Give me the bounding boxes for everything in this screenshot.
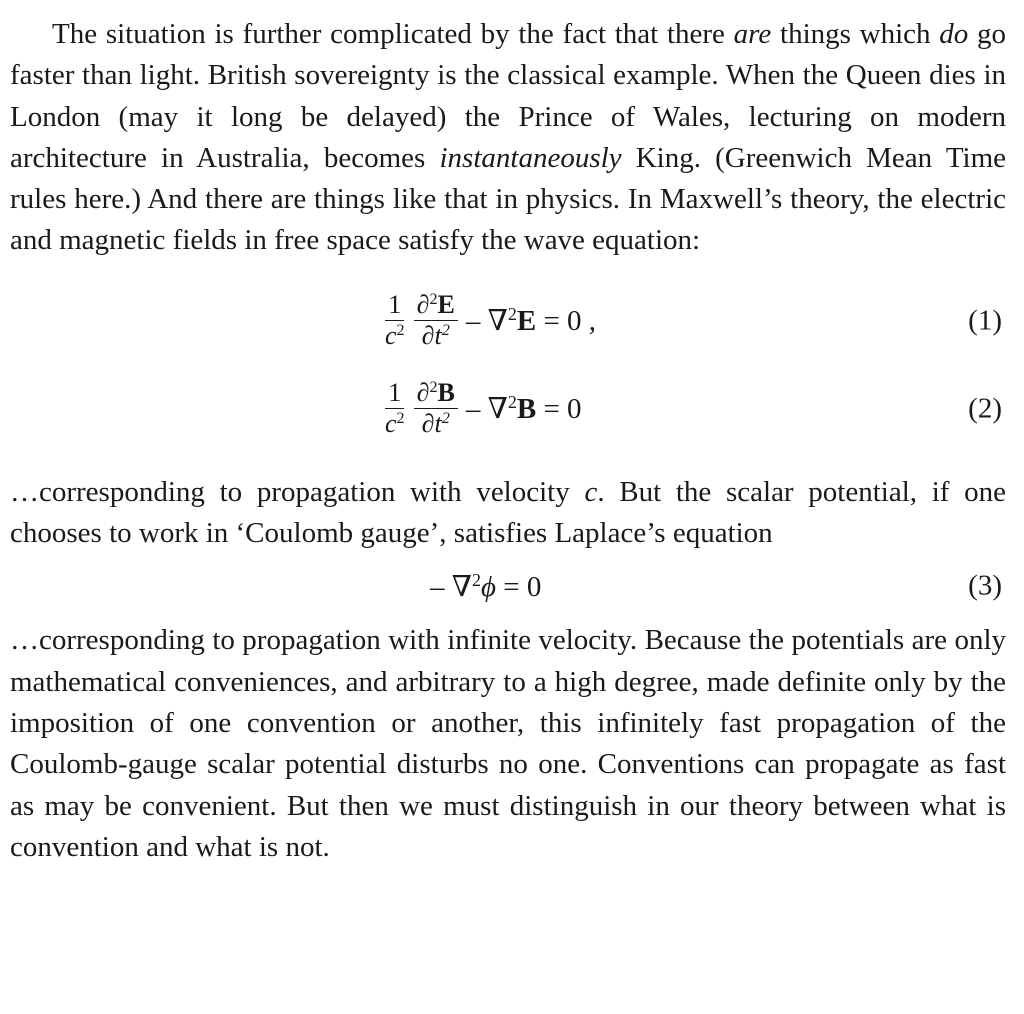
text-run: . But the scalar potential, if one chooses to work in ‘Coulomb gauge’, satisfies Laplace’s equation — [10, 475, 1006, 550]
equation-rest — [466, 303, 596, 338]
equation-rest — [466, 391, 582, 426]
field-symbol: E — [516, 305, 537, 338]
text-run: …corresponding to propagation with velocity — [10, 475, 585, 508]
symbol-c: c — [385, 409, 397, 439]
equation-1 — [10, 292, 1006, 350]
fraction-denominator — [382, 321, 408, 350]
fraction-denominator — [382, 409, 408, 438]
partial-symbol: ∂ — [416, 290, 430, 320]
text-run: King. (Greenwich Mean Time rules here.) And there are things like that in physics. In Maxwell’s theory, the electric and magnetic fields in free space satisfy the wave equation: — [10, 141, 1007, 257]
equals-zero: = 0 — [536, 393, 582, 426]
fraction-second-derivative — [414, 379, 458, 438]
text-run: The situation is further complicated by the fact that there — [52, 18, 734, 50]
emphasis-are: are — [733, 18, 772, 50]
equation-rest — [430, 569, 541, 604]
equation-1-body — [382, 292, 596, 350]
partial-symbol: ∂ — [416, 378, 430, 408]
fraction-numerator — [414, 379, 458, 409]
fraction-numerator — [414, 291, 458, 321]
superscript: 2 — [441, 410, 450, 428]
superscript: 2 — [429, 379, 438, 397]
field-symbol: E — [437, 290, 455, 320]
text-run: things which — [771, 18, 940, 50]
partial-t: ∂t — [421, 409, 442, 439]
equation-number: (1) — [968, 304, 1002, 337]
scalar-potential-symbol: ϕ — [480, 570, 496, 603]
superscript: 2 — [507, 392, 517, 413]
page — [10, 0, 1006, 868]
equation-2-body — [382, 380, 582, 438]
emphasis-do: do — [939, 18, 969, 50]
emphasis-instantaneously: instantaneously — [439, 141, 622, 174]
laplacian-operator: – ∇ — [465, 305, 508, 338]
superscript: 2 — [396, 410, 405, 428]
equation-3 — [10, 564, 1006, 608]
superscript: 2 — [507, 304, 517, 325]
fraction-numerator: 1 — [385, 291, 404, 321]
equals-zero: = 0 — [496, 570, 542, 603]
laplacian-operator: – ∇ — [430, 570, 472, 603]
fraction-second-derivative — [414, 291, 458, 350]
paragraph-1 — [10, 0, 1006, 262]
laplacian-operator: – ∇ — [465, 393, 508, 426]
symbol-c: c — [385, 321, 397, 351]
paragraph-3 — [10, 620, 1006, 868]
superscript: 2 — [472, 570, 481, 590]
field-symbol: B — [516, 393, 537, 426]
fraction-denominator — [419, 409, 453, 438]
superscript: 2 — [441, 322, 450, 340]
fraction-one-over-c-squared — [382, 379, 408, 438]
text-run: …corresponding to propagation with infinite velocity. Because the potentials are only mathematical conveniences, and arbitrary to a high degree, made definite only by the imposition of one convention or another, this infinitely fast propagation of the Coulomb-gauge scalar potential disturbs no one. Conventions can propagate as fast as may be convenient. But then we must distinguish in our theory between what is convention and what is not. — [10, 624, 1006, 863]
equation-2 — [10, 380, 1006, 438]
equation-3-body — [430, 564, 541, 608]
superscript: 2 — [396, 322, 405, 340]
partial-t: ∂t — [421, 321, 442, 351]
field-symbol: B — [437, 378, 455, 408]
symbol-c: c — [584, 475, 598, 508]
text-run: go faster than light. British sovereignty is the classical example. When the Queen dies in London (may it long be delayed) the Prince of Wales, lecturing on modern architecture in Australia, becomes — [10, 18, 1007, 174]
equals-zero: = 0 , — [536, 305, 597, 338]
equation-number: (2) — [968, 392, 1002, 425]
superscript: 2 — [429, 291, 438, 309]
equation-number: (3) — [968, 569, 1002, 602]
fraction-one-over-c-squared — [382, 291, 408, 350]
paragraph-2 — [10, 472, 1006, 555]
fraction-numerator: 1 — [385, 379, 404, 409]
fraction-denominator — [419, 321, 453, 350]
